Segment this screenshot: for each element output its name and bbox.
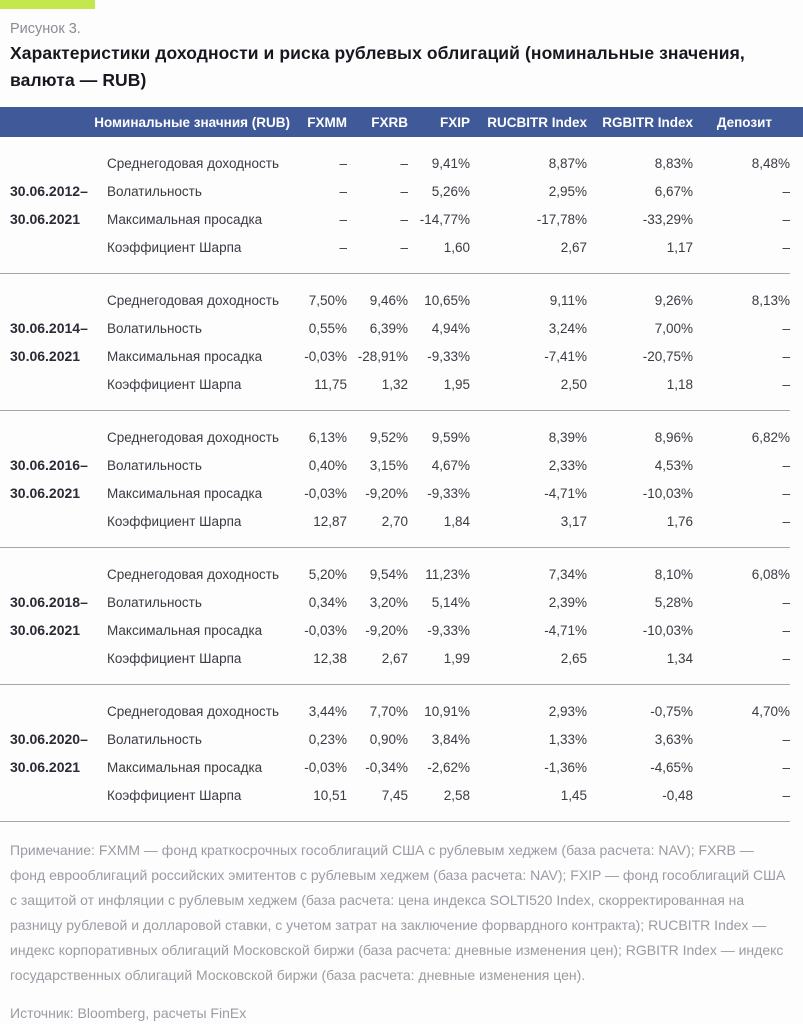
metric-label: Максимальная просадка [107, 485, 263, 501]
period-rows [95, 560, 790, 672]
metric-value: -0,03% [304, 759, 347, 775]
metric-value: 3,15% [369, 457, 408, 473]
table-row [95, 588, 790, 616]
metric-value: 9,26% [654, 292, 693, 308]
metric-value: -33,29% [642, 211, 693, 227]
metric-value: 7,45 [381, 787, 408, 803]
metric-value: 1,45 [560, 787, 587, 803]
metric-value: 8,87% [548, 155, 587, 171]
column-header-deposit: Депозит [716, 114, 772, 130]
metric-value: – [782, 594, 790, 610]
metric-value: 0,34% [308, 594, 347, 610]
metric-label: Волатильность [107, 594, 202, 610]
metric-label: Коэффициент Шарпа [107, 376, 242, 392]
metric-value: 3,63% [654, 731, 693, 747]
metric-value: 12,87 [313, 513, 347, 529]
metric-value: 1,76 [666, 513, 693, 529]
metric-value: 2,95% [548, 183, 587, 199]
period-label [0, 423, 95, 535]
metric-value: 7,50% [308, 292, 347, 308]
metric-value: -9,33% [427, 485, 470, 501]
table-body [0, 137, 790, 822]
table-row [95, 753, 790, 781]
metric-value: -9,33% [427, 348, 470, 364]
metric-value: 3,84% [431, 731, 470, 747]
metric-value: -9,20% [365, 485, 408, 501]
metric-value: 5,28% [654, 594, 693, 610]
metric-value: – [339, 239, 347, 255]
metric-value: -0,34% [365, 759, 408, 775]
metric-value: 6,39% [369, 320, 408, 336]
metric-value: 2,70 [381, 513, 408, 529]
table-row [95, 725, 790, 753]
metric-value: 8,48% [751, 155, 790, 171]
metric-value: -0,03% [304, 485, 347, 501]
metric-value: 1,84 [443, 513, 470, 529]
period-start-date: 30.06.2020– [10, 731, 88, 747]
column-header-fxrb: FXRB [371, 114, 408, 130]
metric-value: – [782, 650, 790, 666]
column-header-rucbitr: RUCBITR Index [487, 114, 587, 130]
metric-value: – [782, 376, 790, 392]
source-text: Источник: Bloomberg, расчеты FinEx [10, 1005, 247, 1021]
metric-value: – [339, 183, 347, 199]
metric-value: – [400, 239, 408, 255]
metric-value: 6,08% [751, 566, 790, 582]
metric-label: Среднегодовая доходность [107, 155, 279, 171]
metric-value: -1,36% [544, 759, 587, 775]
period-start-date: 30.06.2016– [10, 457, 88, 473]
metric-value: 7,00% [654, 320, 693, 336]
period-label [0, 560, 95, 672]
metric-value: 2,67 [381, 650, 408, 666]
period-end-date: 30.06.2021 [10, 622, 81, 638]
period-rows [95, 286, 790, 398]
metric-value: 1,33% [548, 731, 587, 747]
metric-value: 4,94% [431, 320, 470, 336]
table-row [95, 697, 790, 725]
metric-value: 11,23% [425, 566, 470, 582]
metric-value: 8,10% [654, 566, 693, 582]
metric-value: 5,20% [308, 566, 347, 582]
column-header-nominal-values: Номинальные значния (RUB) [94, 114, 290, 130]
metric-value: 3,17 [560, 513, 587, 529]
metric-value: 2,93% [548, 703, 587, 719]
accent-bar [0, 0, 95, 9]
metric-value: -14,77% [419, 211, 470, 227]
metric-value: – [782, 485, 790, 501]
metric-label: Волатильность [107, 320, 202, 336]
metric-value: 9,52% [369, 429, 408, 445]
metric-label: Максимальная просадка [107, 211, 263, 227]
period-group [0, 274, 790, 411]
table-row [95, 342, 790, 370]
table-row [95, 314, 790, 342]
metric-value: 1,17 [666, 239, 693, 255]
period-label [0, 149, 95, 261]
table-row [95, 233, 790, 261]
metric-value: 0,23% [308, 731, 347, 747]
metric-value: – [339, 155, 347, 171]
returns-risk-table [0, 107, 803, 822]
metric-value: 0,90% [369, 731, 408, 747]
metric-value: 0,40% [308, 457, 347, 473]
metric-value: 8,83% [654, 155, 693, 171]
metric-value: 9,59% [431, 429, 470, 445]
page-title: Характеристики доходности и риска рублевых облигаций (номинальные значения, валюта — RUB) [10, 43, 745, 90]
metric-value: -9,33% [427, 622, 470, 638]
metric-label: Коэффициент Шарпа [107, 787, 242, 803]
table-row [95, 479, 790, 507]
metric-value: -20,75% [642, 348, 693, 364]
metric-value: 1,18 [666, 376, 693, 392]
period-end-date: 30.06.2021 [10, 759, 81, 775]
metric-value: -0,03% [304, 622, 347, 638]
table-row [95, 451, 790, 479]
metric-value: 2,58 [443, 787, 470, 803]
metric-value: 12,38 [313, 650, 347, 666]
period-group [0, 685, 790, 822]
metric-value: 1,60 [443, 239, 470, 255]
metric-value: – [782, 457, 790, 473]
metric-label: Коэффициент Шарпа [107, 513, 242, 529]
metric-value: 2,65 [560, 650, 587, 666]
metric-value: 9,46% [369, 292, 408, 308]
metric-label: Волатильность [107, 183, 202, 199]
metric-value: 7,34% [548, 566, 587, 582]
table-row [95, 149, 790, 177]
period-rows [95, 423, 790, 535]
metric-value: – [782, 320, 790, 336]
metric-value: – [782, 731, 790, 747]
metric-value: -0,03% [304, 348, 347, 364]
metric-value: 2,39% [548, 594, 587, 610]
metric-value: -10,03% [642, 622, 693, 638]
metric-value: – [782, 348, 790, 364]
table-row [95, 560, 790, 588]
table-row [95, 423, 790, 451]
period-rows [95, 149, 790, 261]
metric-value: 4,67% [431, 457, 470, 473]
period-start-date: 30.06.2018– [10, 594, 88, 610]
metric-label: Коэффициент Шарпа [107, 650, 242, 666]
metric-value: -0,48 [662, 787, 693, 803]
metric-value: 1,99 [443, 650, 470, 666]
metric-value: 9,54% [369, 566, 408, 582]
metric-label: Волатильность [107, 457, 202, 473]
figure-number-label: Рисунок 3. [10, 21, 81, 37]
metric-value: 2,67 [560, 239, 587, 255]
metric-label: Среднегодовая доходность [107, 566, 279, 582]
metric-value: – [782, 239, 790, 255]
table-row [95, 286, 790, 314]
metric-value: – [400, 211, 408, 227]
period-end-date: 30.06.2021 [10, 348, 81, 364]
metric-value: – [782, 622, 790, 638]
metric-label: Среднегодовая доходность [107, 292, 279, 308]
metric-value: -17,78% [536, 211, 587, 227]
metric-value: 1,34 [666, 650, 693, 666]
metric-value: 2,33% [548, 457, 587, 473]
metric-value: 9,11% [549, 292, 587, 308]
metric-value: 9,41% [431, 155, 470, 171]
metric-label: Коэффициент Шарпа [107, 239, 242, 255]
metric-value: -9,20% [365, 622, 408, 638]
metric-value: 1,95 [443, 376, 470, 392]
metric-value: -7,41% [544, 348, 587, 364]
metric-value: 10,51 [313, 787, 347, 803]
metric-value: 6,13% [308, 429, 347, 445]
metric-value: -4,71% [544, 622, 587, 638]
column-header-rgbitr: RGBITR Index [602, 114, 693, 130]
metric-value: 3,24% [548, 320, 587, 336]
period-end-date: 30.06.2021 [10, 485, 81, 501]
metric-value: – [782, 759, 790, 775]
metric-value: – [782, 513, 790, 529]
period-rows [95, 697, 790, 809]
table-row [95, 616, 790, 644]
table-row [95, 781, 790, 809]
metric-value: 0,55% [308, 320, 347, 336]
metric-value: 8,39% [548, 429, 587, 445]
metric-value: 3,44% [308, 703, 347, 719]
metric-value: 3,20% [369, 594, 408, 610]
period-group [0, 411, 790, 548]
footnote-text: Примечание: FXMM — фонд краткосрочных гособлигаций США с рублевым хеджем (база расчета: NAV); FXRB — фонд еврооблигаций российских эмитентов с рублевым хеджем (база расчета: NAV); FXIP — фонд гособлигаций США с защитой от инфляции с рублевым хеджем (база расчета: цена индекса SOLTI520 Index, скорректированная на разницу рублевой и долларовой ставки, с учетом затрат на заключение форвардного контракта); RUCBITR Index — индекс корпоративных облигаций Московской биржи (база расчета: дневные изменения цен); RGBITR Index — индекс государственных облигаций Московской биржи (база расчета: дневные изменения цен). [10, 842, 786, 983]
metric-value: 8,13% [751, 292, 790, 308]
metric-value: – [339, 211, 347, 227]
metric-value: – [782, 211, 790, 227]
metric-value: -2,62% [427, 759, 470, 775]
metric-value: 11,75 [314, 376, 347, 392]
metric-value: -10,03% [642, 485, 693, 501]
metric-value: -28,91% [357, 348, 408, 364]
period-group [0, 137, 790, 274]
column-header-fxip: FXIP [439, 114, 470, 130]
period-group [0, 548, 790, 685]
metric-value: 4,53% [654, 457, 693, 473]
metric-label: Волатильность [107, 731, 202, 747]
metric-value: 6,82% [751, 429, 790, 445]
table-header-row [0, 107, 803, 137]
metric-value: 7,70% [369, 703, 408, 719]
metric-value: – [782, 787, 790, 803]
metric-label: Среднегодовая доходность [107, 703, 279, 719]
period-end-date: 30.06.2021 [10, 211, 81, 227]
table-row [95, 177, 790, 205]
metric-value: 1,32 [381, 376, 408, 392]
period-label [0, 697, 95, 809]
column-header-fxmm: FXMM [307, 114, 347, 130]
metric-value: – [782, 183, 790, 199]
metric-label: Максимальная просадка [107, 759, 263, 775]
metric-value: 5,26% [431, 183, 470, 199]
metric-label: Максимальная просадка [107, 348, 263, 364]
table-row [95, 370, 790, 398]
metric-label: Среднегодовая доходность [107, 429, 279, 445]
metric-value: -4,65% [650, 759, 693, 775]
metric-value: – [400, 155, 408, 171]
metric-value: 5,14% [431, 594, 470, 610]
period-start-date: 30.06.2012– [10, 183, 88, 199]
metric-value: 4,70% [751, 703, 790, 719]
table-row [95, 644, 790, 672]
period-label [0, 286, 95, 398]
metric-value: 2,50 [560, 376, 587, 392]
metric-value: 6,67% [654, 183, 693, 199]
table-row [95, 507, 790, 535]
metric-value: – [400, 183, 408, 199]
metric-value: 8,96% [654, 429, 693, 445]
metric-value: -4,71% [544, 485, 587, 501]
table-row [95, 205, 790, 233]
metric-label: Максимальная просадка [107, 622, 263, 638]
metric-value: 10,91% [424, 703, 470, 719]
period-start-date: 30.06.2014– [10, 320, 88, 336]
metric-value: 10,65% [424, 292, 470, 308]
metric-value: -0,75% [650, 703, 693, 719]
